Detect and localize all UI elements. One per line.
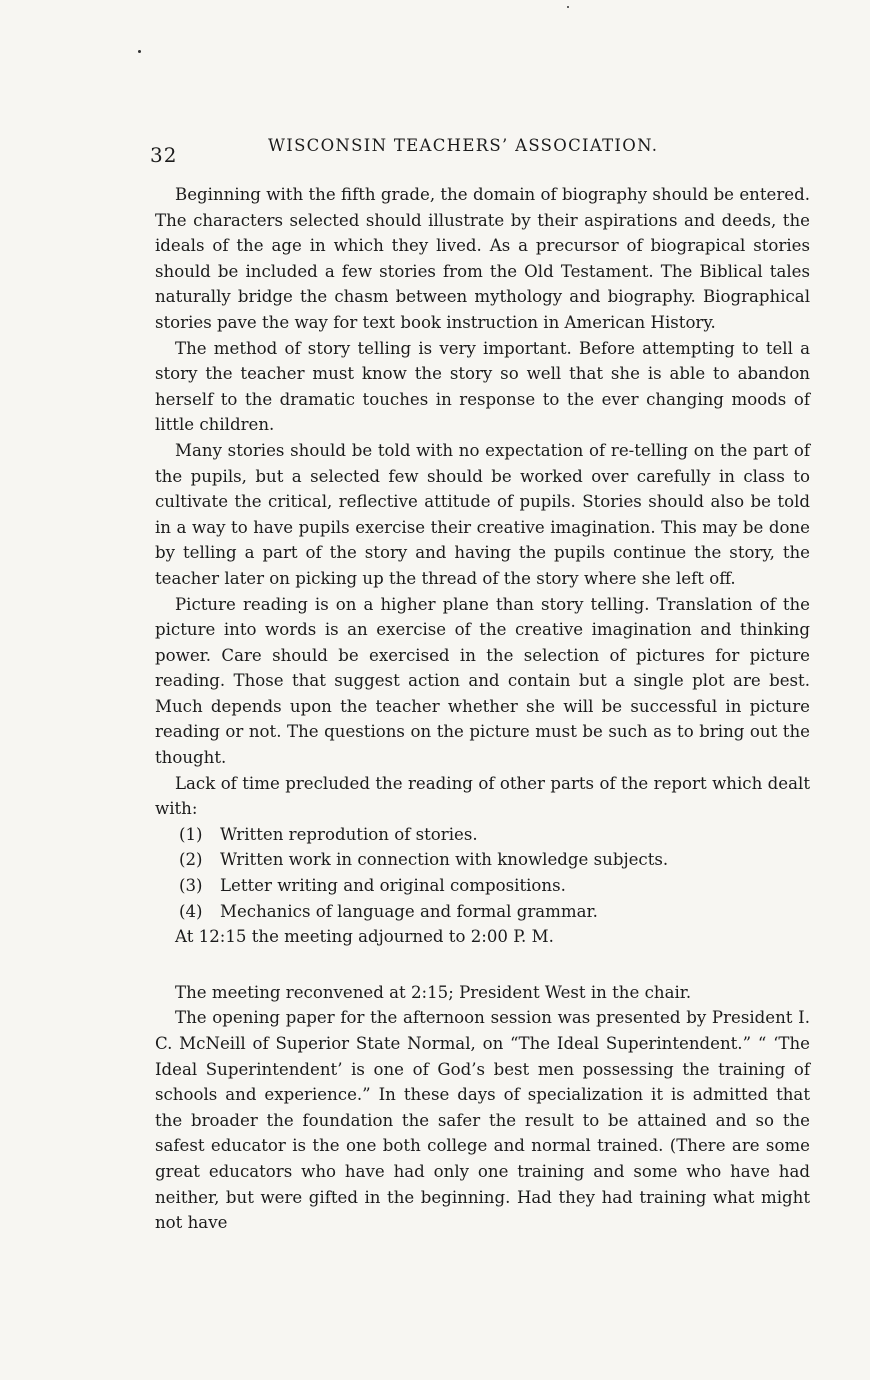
list-item-number: (4) <box>179 901 203 921</box>
paragraph-story-telling-method: The method of story telling is very important. Before attempting to tell a story the teacher must know the story so well that she is able to abandon herself to the dramatic touches in response to the ever changing moods of little children. <box>155 338 810 435</box>
list-item-text: Mechanics of language and formal grammar. <box>220 901 598 921</box>
list-item-number: (1) <box>179 824 203 844</box>
paragraph-ideal-superintendent: The opening paper for the afternoon session was presented by President I. C. McNeill of Superior State Normal, on “The Ideal Superintendent.” “ ‘The Ideal Superintendent’ is one of God’s best men possessing the training of schools and experience.” In these days of specialization it is admitted that the broader the foundation the safer the result to be attained and so the safest educator is the one both college and normal trained. (There are some great educators who have had only one training and some who have had neither, but were gifted in the beginning. Had they had training what might not have <box>155 1008 810 1233</box>
ink-speck <box>138 50 141 53</box>
list-item <box>179 847 810 873</box>
list-item <box>179 873 810 899</box>
report-topics-list <box>155 822 810 924</box>
list-item-number: (3) <box>179 876 203 896</box>
section-gap <box>155 950 810 980</box>
list-item-text: Letter writing and original compositions. <box>220 876 566 896</box>
list-item-number: (2) <box>179 850 203 870</box>
list-item <box>179 899 810 925</box>
reconvened-line: The meeting reconvened at 2:15; President West in the chair. <box>175 982 692 1002</box>
list-item-text: Written reprodution of stories. <box>220 824 478 844</box>
ink-speck <box>567 6 569 8</box>
paragraph-lack-of-time: Lack of time precluded the reading of other parts of the report which dealt with: <box>155 773 810 819</box>
adjourned-line: At 12:15 the meeting adjourned to 2:00 P. M. <box>175 927 554 947</box>
body-text <box>155 182 810 1236</box>
page-number: 32 <box>150 143 178 167</box>
page-header <box>150 133 810 167</box>
list-item-text: Written work in connection with knowledge subjects. <box>220 850 669 870</box>
list-item <box>179 822 810 848</box>
paragraph-biography: Beginning with the fifth grade, the domain of biography should be entered. The characters selected should illustrate by their aspirations and deeds, the ideals of the age in which they lived. As a precursor of biograpical stories should be included a few stories from the Old Testament. The Biblical tales naturally bridge the chasm between mythology and biography. Biographical stories pave the way for text book instruction in American History. <box>155 185 810 332</box>
paragraph-picture-reading: Picture reading is on a higher plane than story telling. Translation of the picture into words is an exercise of the creative imagination and thinking power. Care should be exercised in the selection of pictures for picture reading. Those that suggest action and contain but a single plot are best. Much depends upon the teacher whether she will be successful in picture reading or not. The questions on the picture must be such as to bring out the thought. <box>155 594 810 768</box>
running-head: WISCONSIN TEACHERS’ ASSOCIATION. <box>268 136 659 155</box>
paragraph-retelling: Many stories should be told with no expectation of re-telling on the part of the pupils, but a selected few should be worked over carefully in class to cultivate the critical, reflective attitude of pupils. Stories should also be told in a way to have pupils exercise their creative imagination. This may be done by telling a part of the story and having the pupils continue the story, the teacher later on picking up the thread of the story where she left off. <box>155 440 810 588</box>
